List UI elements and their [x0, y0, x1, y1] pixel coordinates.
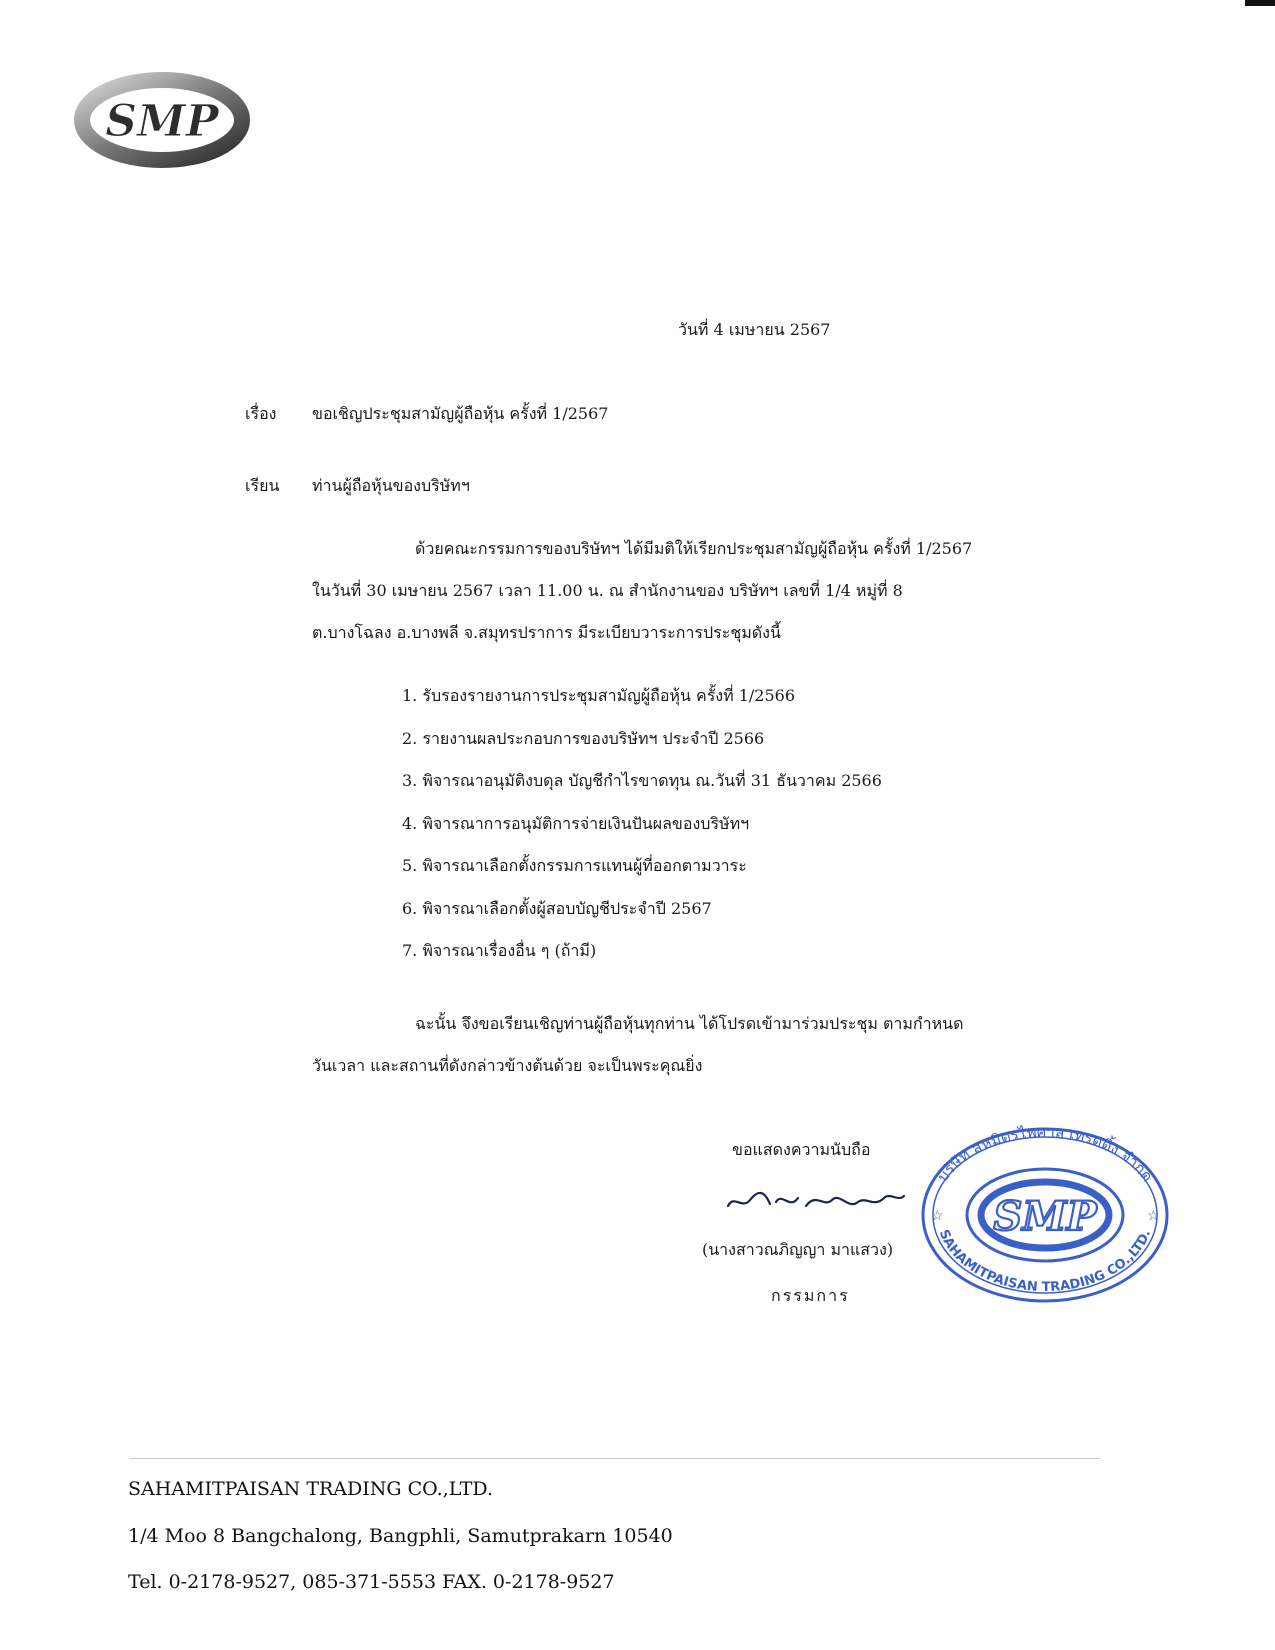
footer-address: 1/4 Moo 8 Bangchalong, Bangphli, Samutprakarn 10540 — [128, 1525, 673, 1547]
closing-line: วันเวลา และสถานที่ดังกล่าวข้างต้นด้วย จะเป็นพระคุณยิ่ง — [312, 1056, 703, 1075]
star-icon: ☆ — [931, 1208, 944, 1224]
agenda-item: 3. พิจารณาอนุมัติงบดุล บัญชีกำไรขาดทุน ณ.วันที่ 31 ธันวาคม 2566 — [402, 771, 882, 790]
subject-text: ขอเชิญประชุมสามัญผู้ถือหุ้น ครั้งที่ 1/2567 — [312, 404, 609, 423]
signer-name: (นางสาวณภิญญา มาแสวง) — [702, 1240, 894, 1259]
recipient-label: เรียน — [245, 476, 280, 495]
body-line: ต.บางโฉลง อ.บางพลี จ.สมุทรปราการ มีระเบียบวาระการประชุมดังนี้ — [312, 623, 781, 642]
body-line: ในวันที่ 30 เมษายน 2567 เวลา 11.00 น. ณ สำนักงานของ บริษัทฯ เลขที่ 1/4 หมู่ที่ 8 — [312, 581, 903, 600]
logo-text: SMP — [105, 96, 219, 147]
footer-contact: Tel. 0-2178-9527, 085-371-5553 FAX. 0-2178-9527 — [128, 1571, 615, 1593]
letter-date: วันที่ 4 เมษายน 2567 — [678, 320, 831, 339]
svg-text:บริษัท สหมิตรไพศาล เทรดดิ้ง จำ — [933, 1123, 1156, 1185]
handwritten-signature — [720, 1180, 910, 1220]
stamp-center-text: SMP — [993, 1193, 1097, 1240]
company-logo — [70, 70, 250, 170]
stamp-thai-text: บริษัท สหมิตรไพศาล เทรดดิ้ง จำกัด — [933, 1122, 1157, 1186]
stamp-english-text: SAHAMITPAISAN TRADING CO.,LTD. — [935, 1227, 1155, 1296]
agenda-item: 6. พิจารณาเลือกตั้งผู้สอบบัญชีประจำปี 2567 — [402, 898, 712, 918]
subject-label: เรื่อง — [245, 404, 277, 423]
regards-text: ขอแสดงความนับถือ — [732, 1140, 871, 1159]
body-line: ด้วยคณะกรรมการของบริษัทฯ ได้มีมติให้เรียกประชุมสามัญผู้ถือหุ้น ครั้งที่ 1/2567 — [415, 539, 973, 558]
recipient-text: ท่านผู้ถือหุ้นของบริษัทฯ — [312, 476, 470, 495]
star-icon: ☆ — [1147, 1208, 1160, 1224]
scan-edge-mark — [1245, 0, 1275, 6]
agenda-item: 2. รายงานผลประกอบการของบริษัทฯ ประจำปี 2566 — [402, 728, 765, 748]
agenda-item: 4. พิจารณาการอนุมัติการจ่ายเงินปันผลของบริษัทฯ — [402, 813, 750, 833]
agenda-item: 1. รับรองรายงานการประชุมสามัญผู้ถือหุ้น ครั้งที่ 1/2566 — [402, 686, 796, 705]
signer-title: กรรมการ — [771, 1286, 850, 1305]
agenda-list — [402, 686, 882, 984]
agenda-item: 7. พิจารณาเรื่องอื่น ๆ (ถ้ามี) — [402, 941, 597, 960]
footer-company: SAHAMITPAISAN TRADING CO.,LTD. — [128, 1478, 494, 1500]
agenda-item: 5. พิจารณาเลือกตั้งกรรมการแทนผู้ที่ออกตามวาระ — [402, 856, 747, 875]
company-stamp — [915, 1120, 1175, 1305]
closing-line: ฉะนั้น จึงขอเรียนเชิญท่านผู้ถือหุ้นทุกท่าน ได้โปรดเข้ามาร่วมประชุม ตามกำหนด — [415, 1014, 964, 1033]
footer-divider — [130, 1458, 1100, 1459]
